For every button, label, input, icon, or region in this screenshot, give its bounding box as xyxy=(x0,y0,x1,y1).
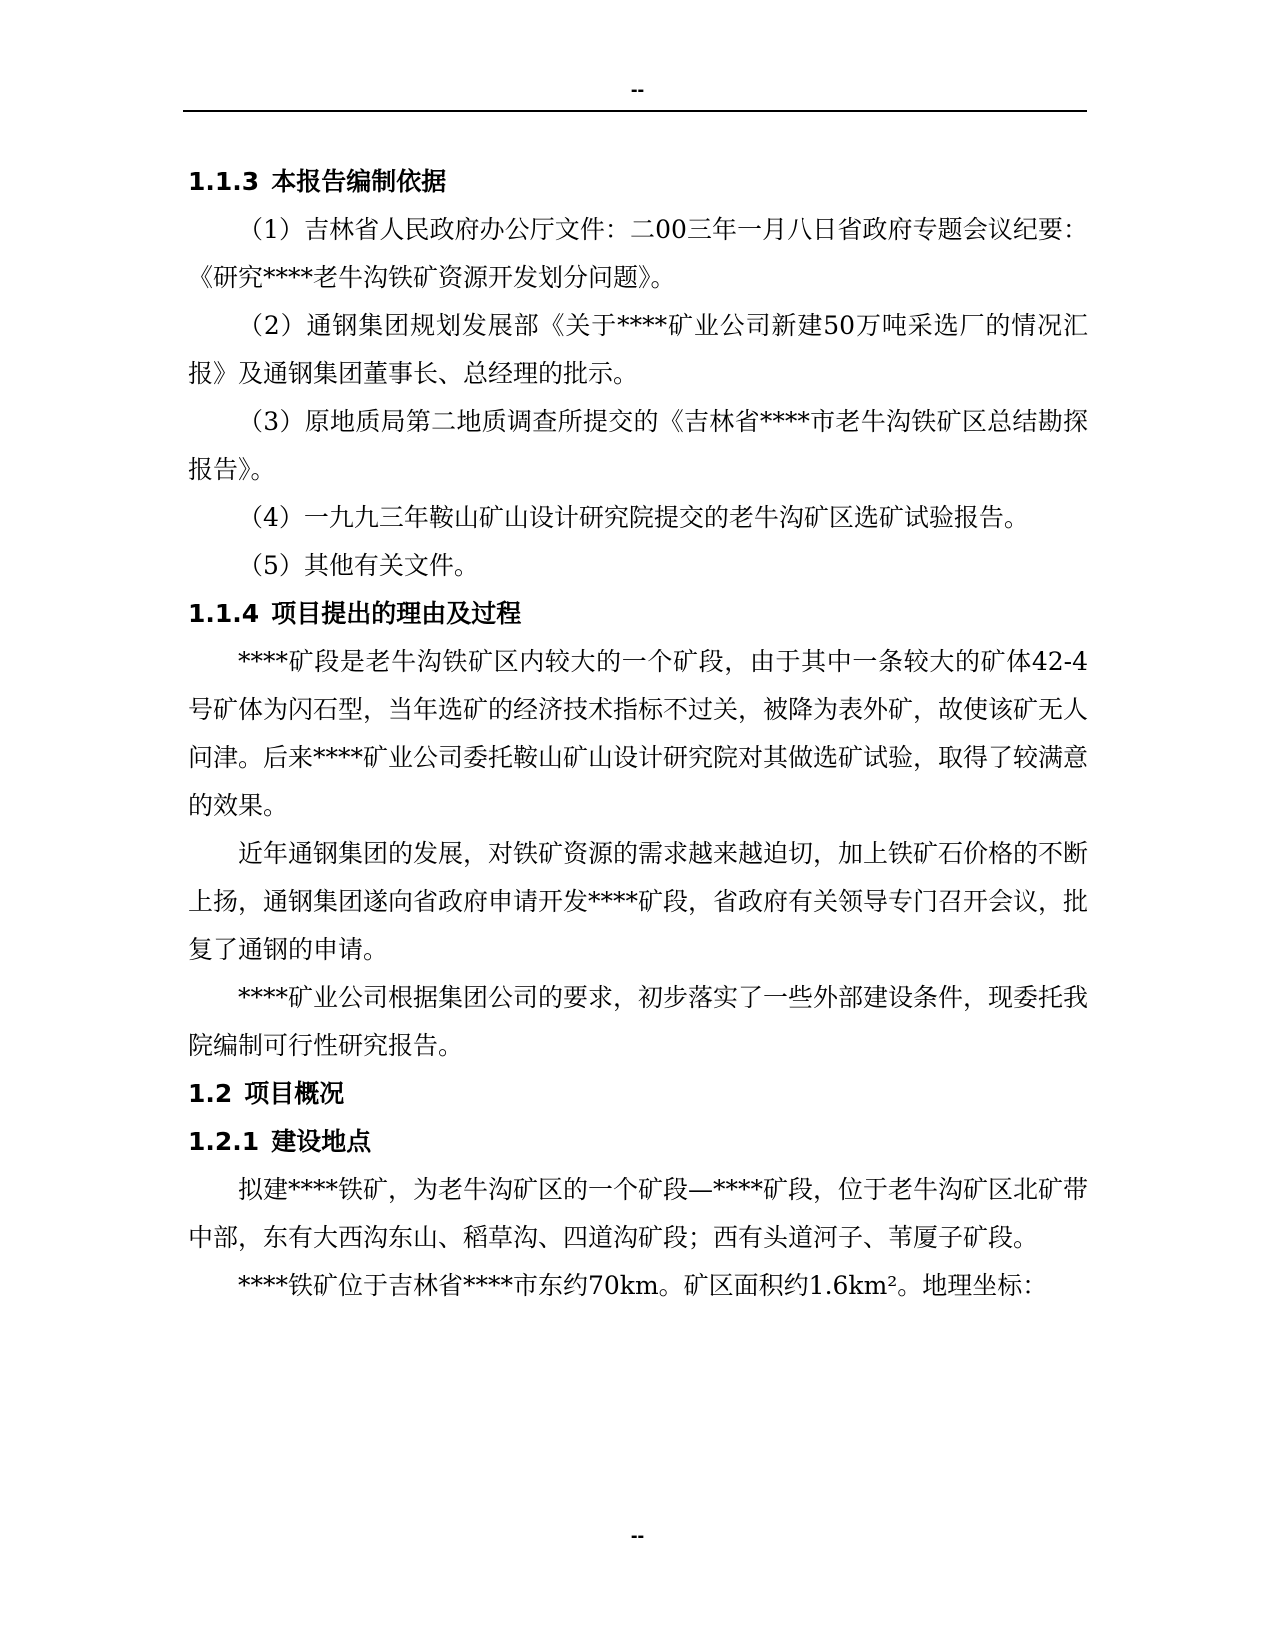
basis-item-4: （4）一九九三年鞍山矿山设计研究院提交的老牛沟矿区选矿试验报告。 xyxy=(238,503,1029,532)
section-heading-1-1-4 xyxy=(188,590,1088,638)
section-heading-1-2-1 xyxy=(188,1118,1088,1166)
basis-item-3: （3）原地质局第二地质调查所提交的《吉林省****市老牛沟铁矿区总结勘探报告》。 xyxy=(188,407,1088,484)
section-title: 本报告编制依据 xyxy=(271,167,447,196)
section-title: 项目概况 xyxy=(244,1079,345,1108)
page-footer-mark: -- xyxy=(630,1525,645,1547)
site-paragraph-2: ****铁矿位于吉林省****市东约70km。矿区面积约1.6km²。地理坐标： xyxy=(238,1271,1048,1300)
reason-paragraph-3: ****矿业公司根据集团公司的要求，初步落实了一些外部建设条件，现委托我院编制可行性研究报告。 xyxy=(188,983,1089,1060)
site-paragraph-1: 拟建****铁矿，为老牛沟矿区的一个矿段—****矿段，位于老牛沟矿区北矿带中部，东有大西沟东山、稻草沟、四道沟矿段；西有头道河子、苇厦子矿段。 xyxy=(188,1175,1089,1252)
reason-paragraph-2: 近年通钢集团的发展，对铁矿资源的需求越来越迫切，加上铁矿石价格的不断上扬，通钢集团遂向省政府申请开发****矿段，省政府有关领导专门召开会议，批复了通钢的申请。 xyxy=(188,839,1089,964)
page-header-mark: -- xyxy=(630,79,645,101)
basis-item-5: （5）其他有关文件。 xyxy=(238,551,479,580)
section-title: 建设地点 xyxy=(271,1127,372,1156)
section-number: 1.1.3 xyxy=(188,167,260,196)
section-heading-1-2 xyxy=(188,1070,1088,1118)
basis-item-2: （2）通钢集团规划发展部《关于****矿业公司新建50万吨采选厂的情况汇报》及通钢集团董事长、总经理的批示。 xyxy=(188,311,1088,388)
section-number: 1.2.1 xyxy=(188,1127,260,1156)
section-title: 项目提出的理由及过程 xyxy=(271,599,522,628)
section-heading-1-1-3 xyxy=(188,158,1088,206)
reason-paragraph-1: ****矿段是老牛沟铁矿区内较大的一个矿段，由于其中一条较大的矿体42-4号矿体为闪石型，当年选矿的经济技术指标不过关，被降为表外矿，故使该矿无人问津。后来****矿业公司委托鞍山矿山设计研究院对其做选矿试验，取得了较满意的效果。 xyxy=(188,647,1089,820)
section-number: 1.2 xyxy=(188,1079,233,1108)
header-divider xyxy=(183,110,1087,112)
section-number: 1.1.4 xyxy=(188,599,260,628)
document-body xyxy=(188,158,1088,1310)
basis-item-1: （1）吉林省人民政府办公厅文件：二00三年一月八日省政府专题会议纪要：《研究****老牛沟铁矿资源开发划分问题》。 xyxy=(188,215,1088,292)
